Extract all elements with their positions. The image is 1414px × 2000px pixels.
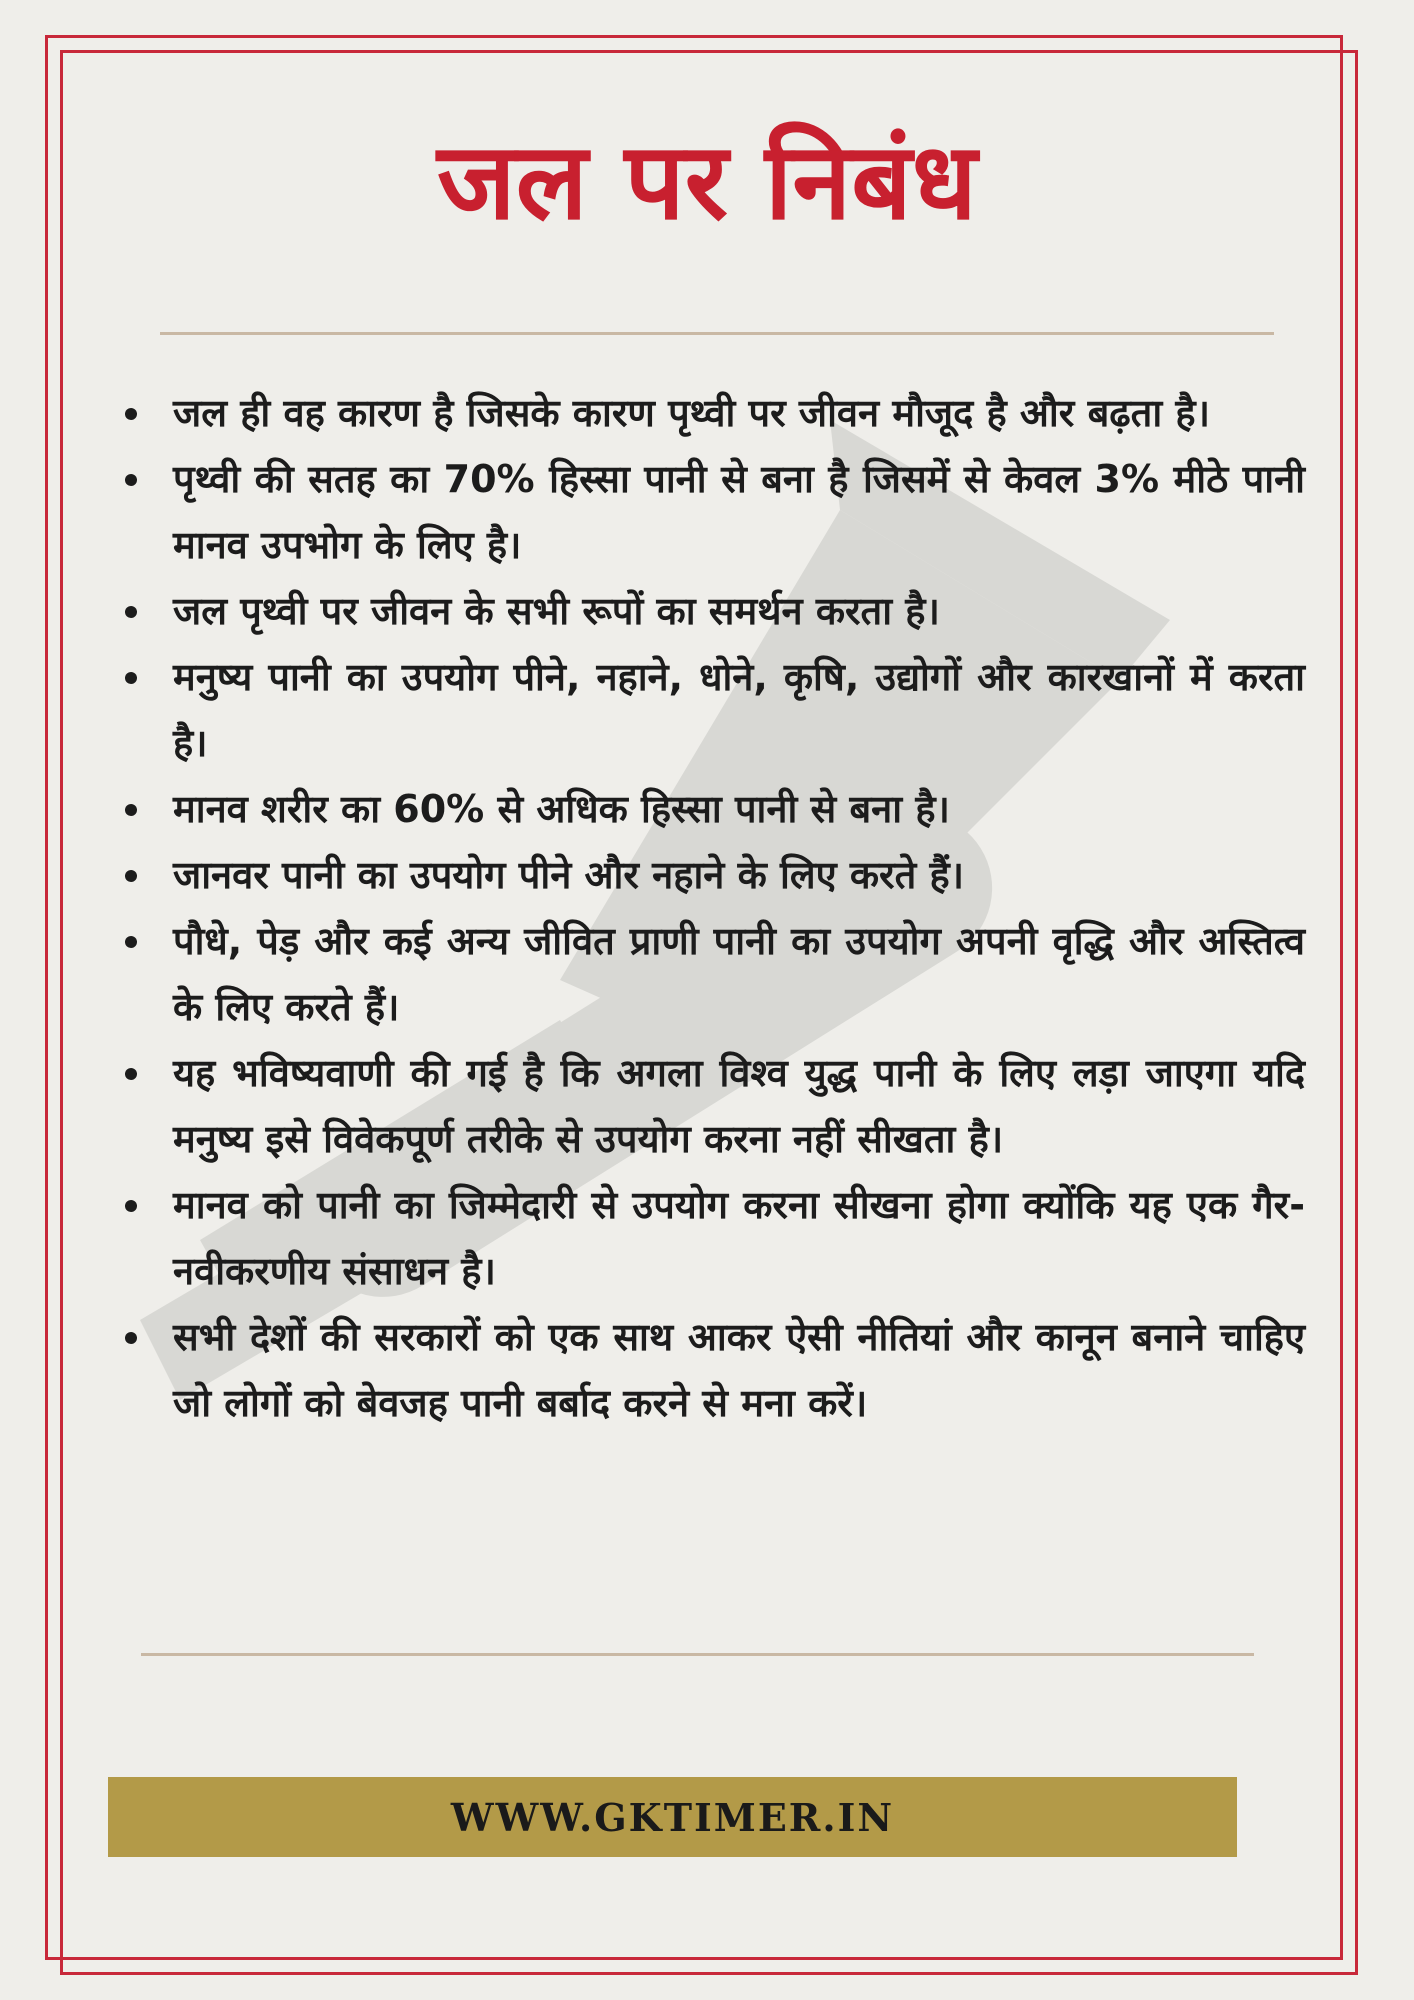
bullet-icon xyxy=(125,1068,137,1080)
footer-banner xyxy=(108,1777,1237,1857)
essay-point xyxy=(125,908,1305,1040)
content-divider xyxy=(141,1653,1254,1656)
bullet-icon xyxy=(125,1200,137,1212)
essay-point-text: यह भविष्यवाणी की गई है कि अगला विश्व युद्ध पानी के लिए लड़ा जाएगा यदि मनुष्य इसे विवेकपूर्ण तरीके से उपयोग करना नहीं सीखता है। xyxy=(173,1051,1305,1161)
essay-point-text: सभी देशों की सरकारों को एक साथ आकर ऐसी नीतियां और कानून बनाने चाहिए जो लोगों को बेवजह पानी बर्बाद करने से मना करें। xyxy=(173,1315,1305,1425)
essay-point xyxy=(125,578,1305,644)
title-divider xyxy=(160,332,1274,335)
essay-point xyxy=(125,644,1305,776)
bullet-icon xyxy=(125,408,137,420)
essay-point xyxy=(125,1172,1305,1304)
essay-point xyxy=(125,1040,1305,1172)
essay-point xyxy=(125,380,1305,446)
bullet-icon xyxy=(125,606,137,618)
bullet-icon xyxy=(125,936,137,948)
essay-point-text: जल पृथ्वी पर जीवन के सभी रूपों का समर्थन करता है। xyxy=(173,589,940,633)
essay-point-text: पौधे, पेड़ और कई अन्य जीवित प्राणी पानी का उपयोग अपनी वृद्धि और अस्तित्व के लिए करते हैं। xyxy=(173,919,1305,1029)
essay-point-text: मानव शरीर का 60% से अधिक हिस्सा पानी से बना है। xyxy=(173,787,950,831)
essay-point xyxy=(125,446,1305,578)
essay-point-text: मनुष्य पानी का उपयोग पीने, नहाने, धोने, कृषि, उद्योगों और कारखानों में करता है। xyxy=(173,655,1305,765)
essay-point-text: जानवर पानी का उपयोग पीने और नहाने के लिए करते हैं। xyxy=(173,853,965,897)
essay-points xyxy=(125,380,1305,1436)
bullet-icon xyxy=(125,1332,137,1344)
page-title: जल पर निबंध xyxy=(437,120,977,243)
essay-point xyxy=(125,776,1305,842)
bullet-icon xyxy=(125,474,137,486)
website-url[interactable]: WWW.GKTIMER.IN xyxy=(450,1794,895,1840)
bullet-icon xyxy=(125,672,137,684)
essay-point-text: जल ही वह कारण है जिसके कारण पृथ्वी पर जीवन मौजूद है और बढ़ता है। xyxy=(173,391,1210,435)
essay-point xyxy=(125,1304,1305,1436)
bullet-icon xyxy=(125,804,137,816)
essay-point-text: पृथ्वी की सतह का 70% हिस्सा पानी से बना है जिसमें से केवल 3% मीठे पानी मानव उपभोग के लिए है। xyxy=(173,457,1305,567)
essay-point-text: मानव को पानी का जिम्मेदारी से उपयोग करना सीखना होगा क्योंकि यह एक गैर-नवीकरणीय संसाधन है। xyxy=(173,1183,1305,1293)
bullet-icon xyxy=(125,870,137,882)
essay-point xyxy=(125,842,1305,908)
